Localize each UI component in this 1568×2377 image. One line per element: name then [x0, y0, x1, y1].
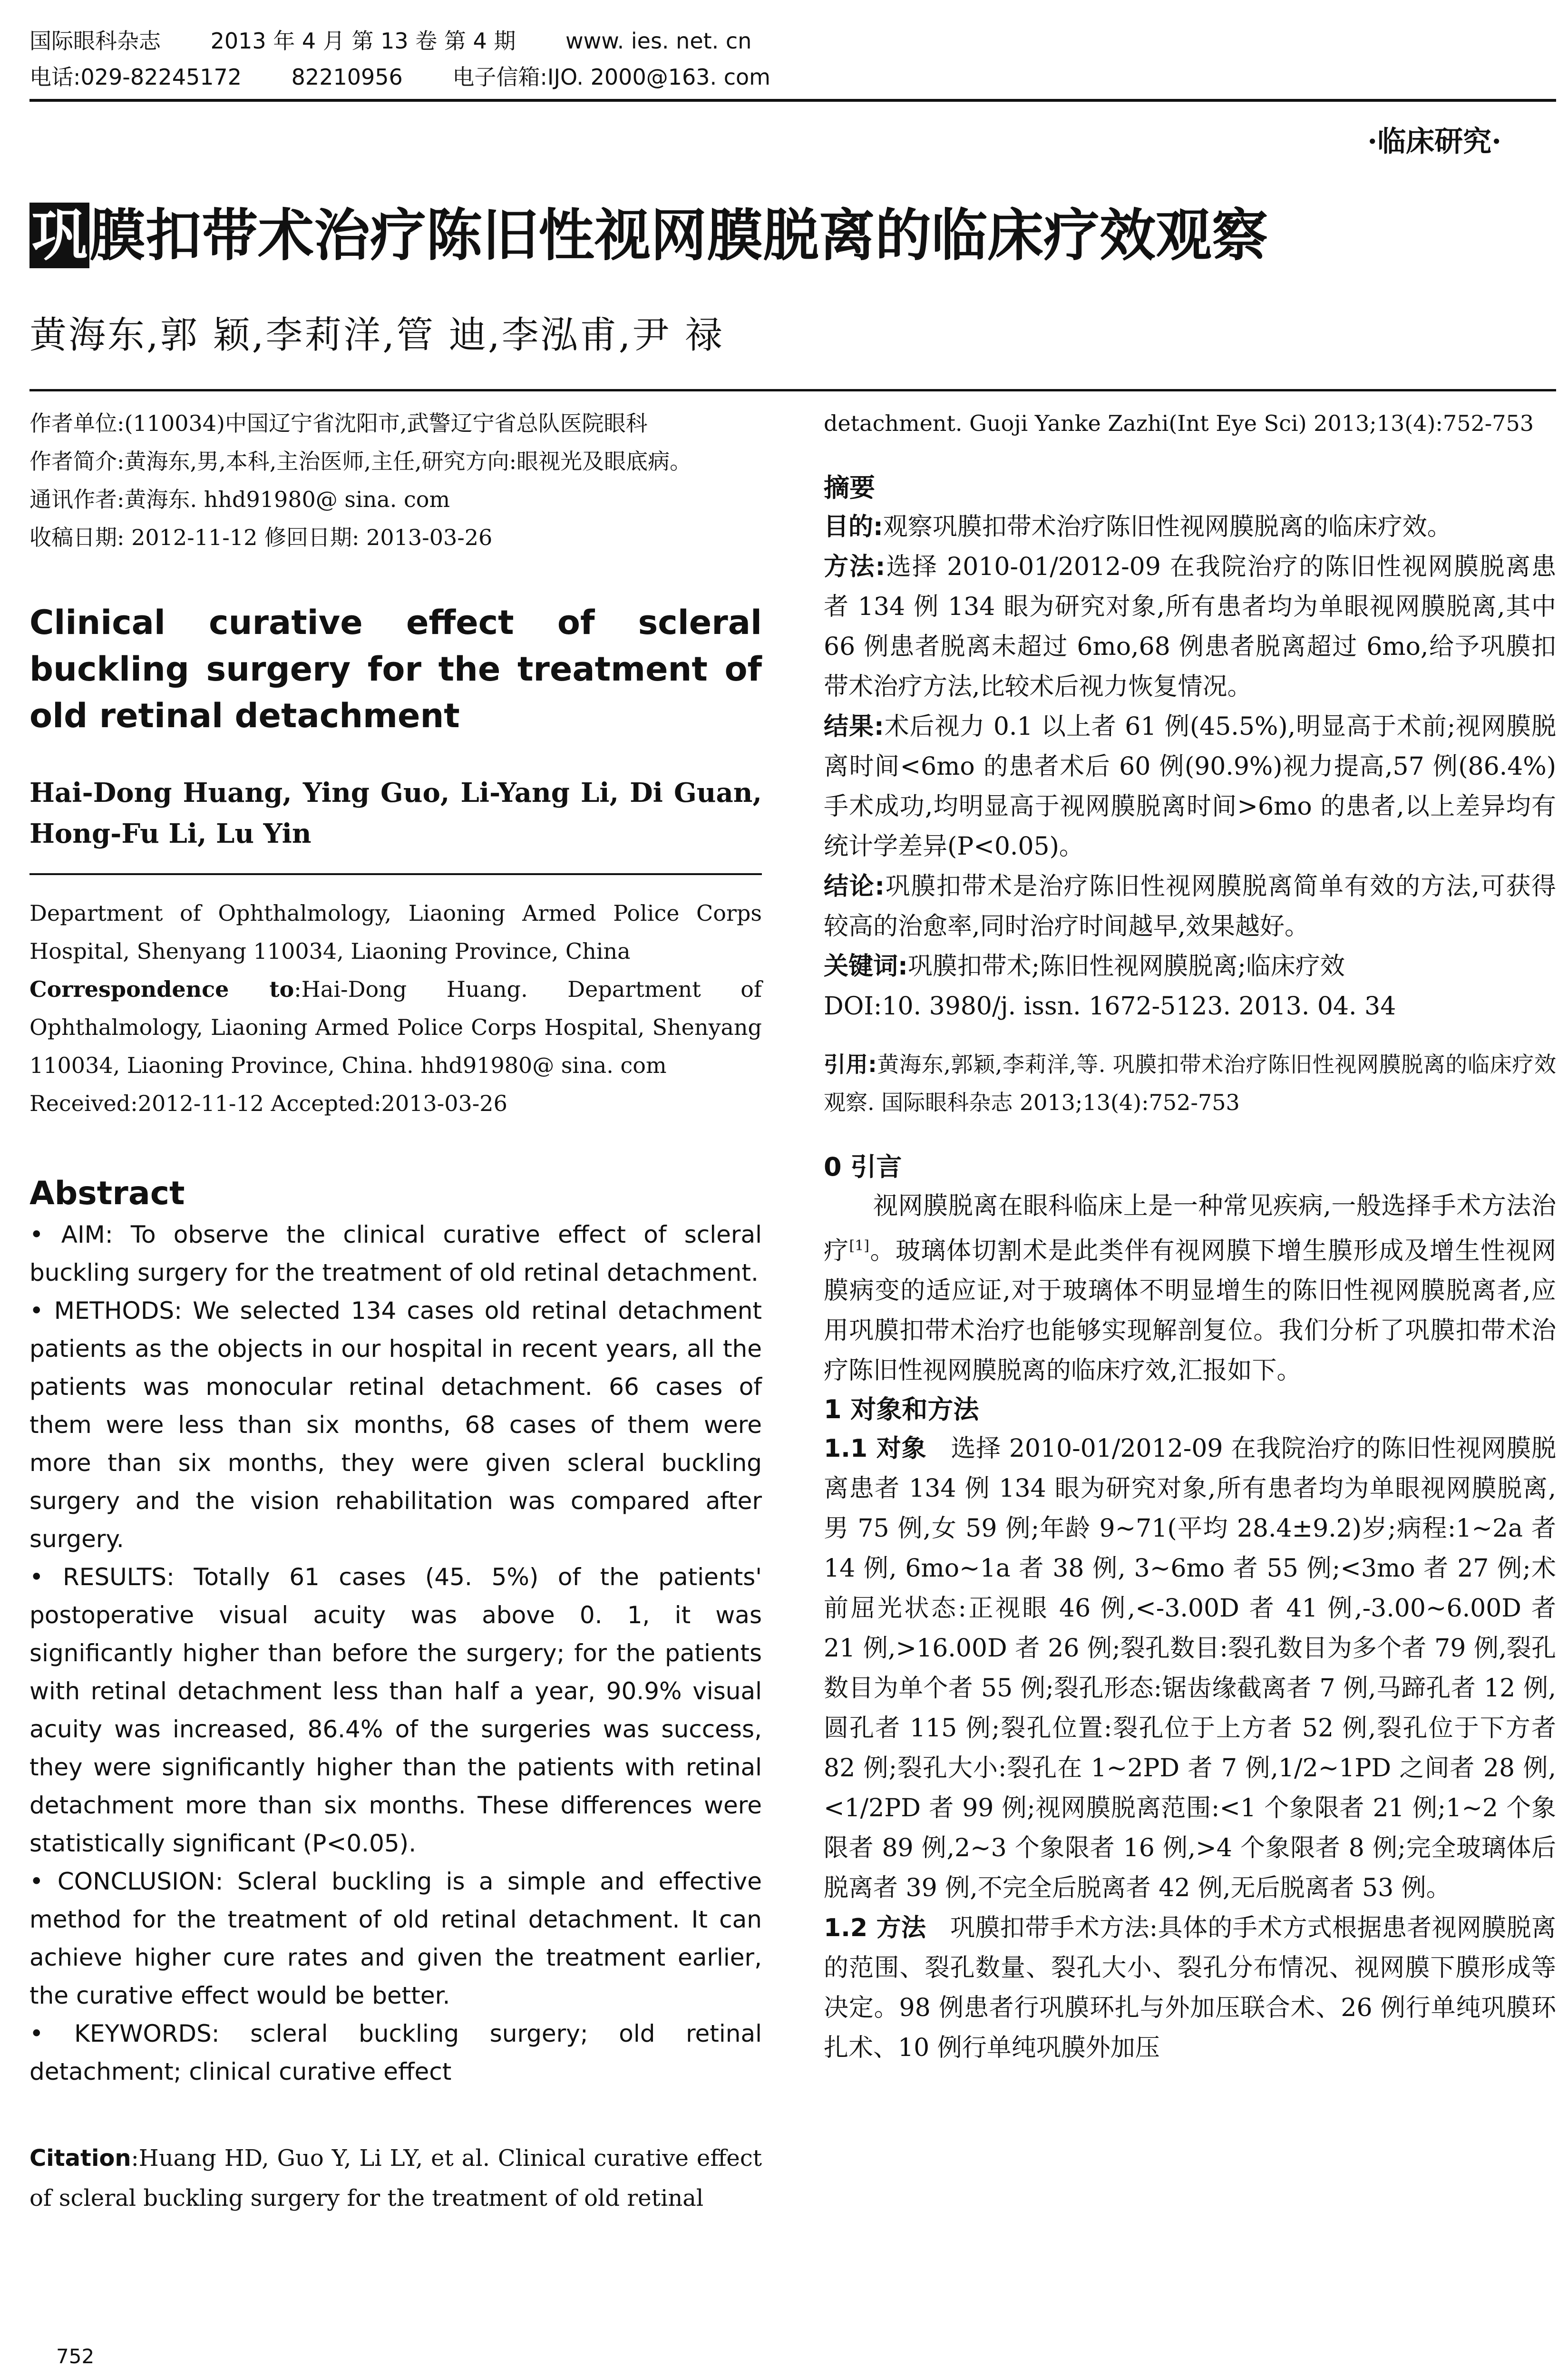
- correspondence-label: Correspondence to: [29, 976, 294, 1002]
- section-1-heading: 1 对象和方法: [824, 1394, 979, 1425]
- journal-email: 电子信箱:IJO. 2000@163. com: [452, 64, 770, 90]
- purpose-text: 观察巩膜扣带术治疗陈旧性视网膜脱离的临床疗效。: [883, 513, 1452, 541]
- zh-conclusion: [824, 867, 1556, 946]
- journal-phone: 电话:029-82245172: [29, 64, 242, 90]
- issue-info: 2013 年 4 月 第 13 卷 第 4 期: [210, 28, 516, 54]
- article-title: [29, 200, 1268, 271]
- journal-name: 国际眼科杂志: [29, 28, 161, 54]
- zh-citation-label: 引用:: [824, 1052, 877, 1077]
- correspondence-text: :Hai-Dong Huang. Department of Ophthalmology, Liaoning Armed Police Corps Hospital, Shenyang 110034, Liaoning Province, China. hhd91980@ sina. com: [29, 976, 762, 1078]
- zh-keywords: [824, 946, 1556, 986]
- abstract-conclusion: • CONCLUSION: Scleral buckling is a simple and effective method for the treatment of old retinal detachment. It can achieve higher cure rates and given the treatment earlier, the curative effect would be better.: [29, 1868, 762, 2009]
- received-dates-zh: 收稿日期: 2012-11-12 修回日期: 2013-03-26: [29, 525, 493, 550]
- intro-heading: 0 引言: [824, 1152, 902, 1182]
- english-dates: Received:2012-11-12 Accepted:2013-03-26: [29, 1091, 507, 1116]
- conclusion-text: 巩膜扣带术是治疗陈旧性视网膜脱离简单有效的方法,可获得较高的治愈率,同时治疗时间越早,效果越好。: [824, 872, 1556, 941]
- keywords-label: 关键词:: [824, 952, 908, 981]
- intro-text-b: 。玻璃体切割术是此类伴有视网膜下增生膜形成及增生性视网膜病变的适应证,对于玻璃体不明显增生的陈旧性视网膜脱离者,应用巩膜扣带术治疗也能够实现解剖复位。我们分析了巩膜扣带术治疗陈旧性视网膜脱离的临床疗效,汇报如下。: [824, 1237, 1556, 1385]
- english-title: Clinical curative effect of scleral buckling surgery for the treatment of old retinal detachment: [29, 603, 762, 735]
- journal-phone-2: 82210956: [291, 64, 403, 90]
- citation-text: :Huang HD, Guo Y, Li LY, et al. Clinical curative effect of scleral buckling surgery for the treatment of old retinal: [29, 2145, 762, 2211]
- section-1-2: [824, 1908, 1556, 2068]
- abstract-heading: Abstract: [29, 1175, 185, 1212]
- doi: DOI:10. 3980/j. issn. 1672-5123. 2013. 04. 34: [824, 992, 1396, 1021]
- journal-header: [29, 23, 1556, 95]
- title-first-char: 巩: [29, 203, 89, 268]
- methods-text: 选择 2010-01/2012-09 在我院治疗的陈旧性视网膜脱离患者 134 例 134 眼为研究对象,所有患者均为单眼视网膜脱离,其中 66 例患者脱离未超过 6mo,68 例患者脱离超过 6mo,给予巩膜扣带术治疗方法,比较术后视力恢复情况。: [824, 553, 1557, 701]
- zh-abstract-heading: 摘要: [824, 473, 875, 503]
- english-authors: Hai-Dong Huang, Ying Guo, Li-Yang Li, Di Guan, Hong-Fu Li, Lu Yin: [29, 777, 762, 849]
- conclusion-label: 结论:: [824, 872, 885, 901]
- zh-citation-text: 黄海东,郭颖,李莉洋,等. 巩膜扣带术治疗陈旧性视网膜脱离的临床疗效观察. 国际眼科杂志 2013;13(4):752-753: [824, 1052, 1556, 1115]
- header-line-2: [29, 59, 1556, 95]
- intro-paragraph: [824, 1186, 1556, 1391]
- journal-website: www. ies. net. cn: [565, 28, 752, 54]
- header-rule: [29, 99, 1556, 102]
- section-1-1-label: 1.1 对象: [824, 1434, 927, 1463]
- abstract-methods: • METHODS: We selected 134 cases old retinal detachment patients as the objects in our hospital in recent years, all the patients was monocular retinal detachment. 66 cases of them were less than six months, 68 cases of them were more than six months, they were given scleral buckling surgery and the vision rehabilitation was compared after surgery.: [29, 1297, 762, 1553]
- intro-text-a: 视网膜脱离在眼科临床上是一种常见疾病,一般选择手术方法治疗: [824, 1192, 1556, 1266]
- english-authors-rule: [29, 873, 762, 875]
- section-1-2-label: 1.2 方法: [824, 1914, 926, 1943]
- keywords-text: 巩膜扣带术;陈旧性视网膜脱离;临床疗效: [907, 952, 1345, 981]
- abstract-aim: • AIM: To observe the clinical curative effect of scleral buckling surgery for the treatment of old retinal detachment.: [29, 1221, 762, 1286]
- left-column: [29, 404, 762, 2218]
- citation-continued: detachment. Guoji Yanke Zazhi(Int Eye Sci) 2013;13(4):752-753: [824, 410, 1534, 436]
- methods-label: 方法:: [824, 553, 886, 581]
- section-1-1: [824, 1429, 1556, 1908]
- section-tag: ·临床研究·: [1367, 125, 1501, 158]
- results-text: 术后视力 0.1 以上者 61 例(45.5%),明显高于术前;视网膜脱离时间<6mo 的患者术后 60 例(90.9%)视力提高,57 例(86.4%)手术成功,均明显高于视网膜脱离时间>6mo 的患者,以上差异均有统计学差异(P<0.05)。: [824, 712, 1556, 861]
- author-bio: 作者简介:黄海东,男,本科,主治医师,主任,研究方向:眼视光及眼底病。: [29, 448, 692, 474]
- zh-purpose: [824, 507, 1556, 547]
- abstract-results: • RESULTS: Totally 61 cases (45. 5%) of the patients' postoperative visual acuity was above 0. 1, it was significantly higher than before the surgery; for the patients with retinal detachment less than half a year, 90.9% visual acuity was increased, 86.4% of the surgeries was success, they were significantly higher than the patients with retinal detachment more than six months. These differences were statistically significant (P<0.05).: [29, 1563, 762, 1857]
- title-rest: 膜扣带术治疗陈旧性视网膜脱离的临床疗效观察: [89, 203, 1268, 268]
- section-1-2-text: 巩膜扣带手术方法:具体的手术方式根据患者视网膜脱离的范围、裂孔数量、裂孔大小、裂孔分布情况、视网膜下膜形成等决定。98 例患者行巩膜环扎与外加压联合术、26 例行单纯巩膜环扎术、10 例行单纯巩膜外加压: [824, 1914, 1556, 2063]
- affiliation: 作者单位:(110034)中国辽宁省沈阳市,武警辽宁省总队医院眼科: [29, 410, 648, 436]
- zh-results: [824, 707, 1556, 867]
- english-citation: [29, 2138, 762, 2218]
- zh-citation: [824, 1045, 1556, 1121]
- header-line-1: [29, 23, 1556, 59]
- section-1-1-text: 选择 2010-01/2012-09 在我院治疗的陈旧性视网膜脱离患者 134 例 134 眼为研究对象,所有患者均为单眼视网膜脱离,男 75 例,女 59 例;年龄 9~71(平均 28.4±9.2)岁;病程:1~2a 者 14 例, 6mo~1a 者 38 例, 3~6mo 者 55 例;<3mo 者 27 例;术前屈光状态:正视眼 46 例,<-3.00D 者 41 例,-3.00~6.00D 者 21 例,>16.00D 者 26 例;裂孔数目:裂孔数目为多个者 79 例,裂孔数目为单个者 55 例;裂孔形态:锯齿缘截离者 7 例,马蹄孔者 12 例,圆孔者 115 例;裂孔位置:裂孔位于上方者 52 例,裂孔位于下方者 82 例;裂孔大小:裂孔在 1~2PD 者 7 例,1/2~1PD 之间者 28 例,<1/2PD 者 99 例;视网膜脱离范围:<1 个象限者 21 例;1~2 个象限者 89 例,2~3 个象限者 16 例,>4 个象限者 8 例;完全玻璃体后脱离者 39 例,不完全后脱离者 42 例,无后脱离者 53 例。: [824, 1434, 1556, 1903]
- purpose-label: 目的:: [824, 513, 883, 541]
- corresponding-author: 通讯作者:黄海东. hhd91980@ sina. com: [29, 487, 450, 512]
- authors-zh: 黄海东,郭 颖,李莉洋,管 迪,李泓甫,尹 禄: [29, 314, 724, 357]
- english-correspondence: [29, 970, 762, 1084]
- english-department: Department of Ophthalmology, Liaoning Armed Police Corps Hospital, Shenyang 110034, Liaoning Province, China: [29, 900, 762, 964]
- page-number: 752: [56, 2345, 95, 2368]
- intro-reference: [1]: [849, 1237, 869, 1254]
- title-rule: [29, 389, 1556, 391]
- citation-label: Citation: [29, 2145, 131, 2172]
- zh-methods: [824, 547, 1556, 707]
- right-column: [824, 404, 1556, 2068]
- abstract-keywords: • KEYWORDS: scleral buckling surgery; old retinal detachment; clinical curative effect: [29, 2020, 762, 2085]
- results-label: 结果:: [824, 712, 884, 741]
